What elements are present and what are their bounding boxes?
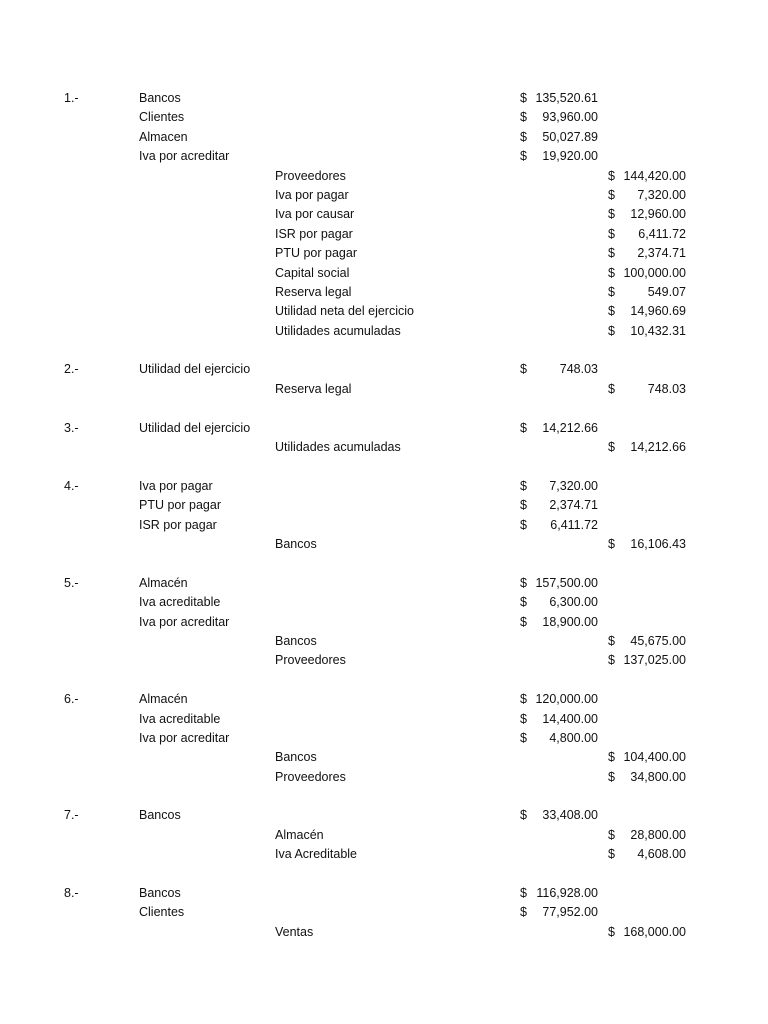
journal-line — [0, 439, 768, 458]
currency-symbol: $ — [608, 440, 615, 455]
debit-account-name: Iva acreditable — [139, 711, 221, 726]
currency-symbol: $ — [608, 187, 615, 202]
credit-account-name: Proveedores — [275, 653, 346, 668]
journal-line — [0, 924, 768, 943]
currency-symbol: $ — [608, 246, 615, 261]
journal-line — [0, 478, 768, 497]
currency-symbol: $ — [520, 808, 527, 823]
currency-symbol: $ — [520, 420, 527, 435]
journal-line — [0, 420, 768, 439]
debit-account-name: ISR por pagar — [139, 517, 217, 532]
debit-account-name: Iva acreditable — [139, 595, 221, 610]
entry-spacer — [0, 788, 768, 807]
credit-account-name: PTU por pagar — [275, 246, 357, 261]
currency-symbol: $ — [520, 478, 527, 493]
credit-amount: 28,800.00 — [630, 827, 686, 842]
debit-account-name: PTU por pagar — [139, 498, 221, 513]
entry-number: 4.- — [64, 478, 79, 493]
debit-account-name: Almacén — [139, 575, 188, 590]
currency-symbol: $ — [608, 265, 615, 280]
currency-symbol: $ — [520, 595, 527, 610]
journal-line — [0, 749, 768, 768]
currency-symbol: $ — [608, 827, 615, 842]
entry-spacer — [0, 866, 768, 885]
entry-spacer — [0, 555, 768, 574]
credit-amount: 137,025.00 — [623, 653, 686, 668]
entry-number: 5.- — [64, 575, 79, 590]
currency-symbol: $ — [608, 207, 615, 222]
credit-amount: 2,374.71 — [637, 246, 686, 261]
debit-amount: 14,212.66 — [542, 420, 598, 435]
currency-symbol: $ — [608, 750, 615, 765]
journal-line — [0, 245, 768, 264]
debit-account-name: Almacen — [139, 129, 188, 144]
currency-symbol: $ — [520, 905, 527, 920]
journal-line — [0, 536, 768, 555]
debit-amount: 33,408.00 — [542, 808, 598, 823]
credit-account-name: Iva por pagar — [275, 187, 349, 202]
debit-amount: 6,300.00 — [549, 595, 598, 610]
credit-account-name: Almacén — [275, 827, 324, 842]
currency-symbol: $ — [608, 536, 615, 551]
credit-amount: 748.03 — [647, 381, 686, 396]
credit-amount: 549.07 — [647, 284, 686, 299]
currency-symbol: $ — [608, 323, 615, 338]
debit-amount: 19,920.00 — [542, 149, 598, 164]
entry-number: 7.- — [64, 808, 79, 823]
debit-amount: 120,000.00 — [535, 692, 598, 707]
currency-symbol: $ — [520, 614, 527, 629]
currency-symbol: $ — [608, 304, 615, 319]
journal-line — [0, 769, 768, 788]
journal-line — [0, 90, 768, 109]
credit-account-name: Iva Acreditable — [275, 847, 357, 862]
debit-amount: 2,374.71 — [549, 498, 598, 513]
journal-line — [0, 652, 768, 671]
journal-line — [0, 265, 768, 284]
debit-account-name: Utilidad del ejercicio — [139, 362, 251, 377]
journal-line — [0, 807, 768, 826]
currency-symbol: $ — [520, 498, 527, 513]
debit-account-name: Clientes — [139, 110, 185, 125]
debit-amount: 18,900.00 — [542, 614, 598, 629]
journal-line — [0, 846, 768, 865]
debit-amount: 14,400.00 — [542, 711, 598, 726]
currency-symbol: $ — [520, 362, 527, 377]
journal-line — [0, 381, 768, 400]
currency-symbol: $ — [520, 517, 527, 532]
entry-number: 6.- — [64, 692, 79, 707]
debit-account-name: Bancos — [139, 808, 181, 823]
credit-amount: 100,000.00 — [623, 265, 686, 280]
credit-amount: 16,106.43 — [630, 536, 686, 551]
journal-line — [0, 575, 768, 594]
journal-line — [0, 885, 768, 904]
credit-amount: 34,800.00 — [630, 769, 686, 784]
credit-amount: 4,608.00 — [637, 847, 686, 862]
credit-amount: 14,212.66 — [630, 440, 686, 455]
debit-amount: 6,411.72 — [550, 517, 598, 532]
currency-symbol: $ — [608, 847, 615, 862]
journal-line — [0, 168, 768, 187]
credit-amount: 104,400.00 — [623, 750, 686, 765]
credit-amount: 10,432.31 — [630, 323, 686, 338]
credit-account-name: Bancos — [275, 536, 317, 551]
entry-number: 1.- — [64, 91, 79, 105]
debit-amount: 77,952.00 — [542, 905, 598, 920]
journal-line — [0, 711, 768, 730]
credit-amount: 14,960.69 — [630, 304, 686, 319]
currency-symbol: $ — [520, 129, 527, 144]
journal-line — [0, 517, 768, 536]
entry-spacer — [0, 458, 768, 477]
entry-spacer — [0, 400, 768, 419]
credit-amount: 144,420.00 — [623, 168, 686, 183]
currency-symbol: $ — [520, 886, 527, 901]
debit-amount: 50,027.89 — [542, 129, 598, 144]
currency-symbol: $ — [520, 149, 527, 164]
debit-account-name: Utilidad del ejercicio — [139, 420, 251, 435]
credit-amount: 7,320.00 — [637, 187, 686, 202]
credit-account-name: Bancos — [275, 750, 317, 765]
journal-line — [0, 594, 768, 613]
debit-account-name: Clientes — [139, 905, 185, 920]
debit-amount: 748.03 — [559, 362, 598, 377]
journal-line — [0, 148, 768, 167]
journal-line — [0, 206, 768, 225]
currency-symbol: $ — [608, 633, 615, 648]
journal-entries-sheet — [0, 90, 768, 943]
currency-symbol: $ — [520, 575, 527, 590]
journal-line — [0, 497, 768, 516]
credit-amount: 12,960.00 — [630, 207, 686, 222]
credit-account-name: Capital social — [275, 265, 350, 280]
currency-symbol: $ — [608, 168, 615, 183]
currency-symbol: $ — [608, 381, 615, 396]
journal-line — [0, 361, 768, 380]
currency-symbol: $ — [520, 692, 527, 707]
entry-spacer — [0, 672, 768, 691]
currency-symbol: $ — [608, 284, 615, 299]
debit-amount: 116,928.00 — [536, 886, 598, 901]
credit-amount: 45,675.00 — [630, 633, 686, 648]
journal-line — [0, 284, 768, 303]
debit-amount: 4,800.00 — [549, 730, 598, 745]
credit-account-name: Iva por causar — [275, 207, 355, 222]
currency-symbol: $ — [608, 769, 615, 784]
debit-amount: 7,320.00 — [549, 478, 598, 493]
journal-line — [0, 614, 768, 633]
credit-account-name: Reserva legal — [275, 284, 352, 299]
currency-symbol: $ — [608, 226, 615, 241]
entry-spacer — [0, 342, 768, 361]
debit-amount: 93,960.00 — [542, 110, 598, 125]
credit-account-name: Bancos — [275, 633, 317, 648]
currency-symbol: $ — [520, 110, 527, 125]
currency-symbol: $ — [608, 924, 615, 939]
debit-account-name: Bancos — [139, 886, 181, 901]
currency-symbol: $ — [520, 711, 527, 726]
entry-number: 8.- — [64, 886, 79, 901]
credit-amount: 168,000.00 — [623, 924, 686, 939]
credit-account-name: Ventas — [275, 924, 314, 939]
journal-line — [0, 827, 768, 846]
journal-line — [0, 633, 768, 652]
journal-line — [0, 109, 768, 128]
debit-amount: 157,500.00 — [535, 575, 598, 590]
debit-account-name: Iva por acreditar — [139, 614, 230, 629]
credit-account-name: Reserva legal — [275, 381, 352, 396]
journal-line — [0, 129, 768, 148]
journal-line — [0, 904, 768, 923]
credit-amount: 6,411.72 — [638, 226, 686, 241]
credit-account-name: Proveedores — [275, 168, 346, 183]
currency-symbol: $ — [520, 730, 527, 745]
credit-account-name: Proveedores — [275, 769, 346, 784]
debit-account-name: Iva por acreditar — [139, 149, 230, 164]
journal-line — [0, 691, 768, 710]
journal-line — [0, 303, 768, 322]
debit-account-name: Bancos — [139, 91, 181, 105]
debit-amount: 135,520.61 — [535, 91, 598, 105]
debit-account-name: Almacén — [139, 692, 188, 707]
entry-number: 3.- — [64, 420, 79, 435]
journal-line — [0, 730, 768, 749]
currency-symbol: $ — [608, 653, 615, 668]
entry-number: 2.- — [64, 362, 79, 377]
debit-account-name: Iva por acreditar — [139, 730, 230, 745]
credit-account-name: ISR por pagar — [275, 226, 353, 241]
journal-line — [0, 323, 768, 342]
currency-symbol: $ — [520, 91, 527, 105]
journal-line — [0, 187, 768, 206]
credit-account-name: Utilidad neta del ejercicio — [275, 304, 414, 319]
credit-account-name: Utilidades acumuladas — [275, 440, 401, 455]
credit-account-name: Utilidades acumuladas — [275, 323, 401, 338]
journal-line — [0, 226, 768, 245]
debit-account-name: Iva por pagar — [139, 478, 213, 493]
